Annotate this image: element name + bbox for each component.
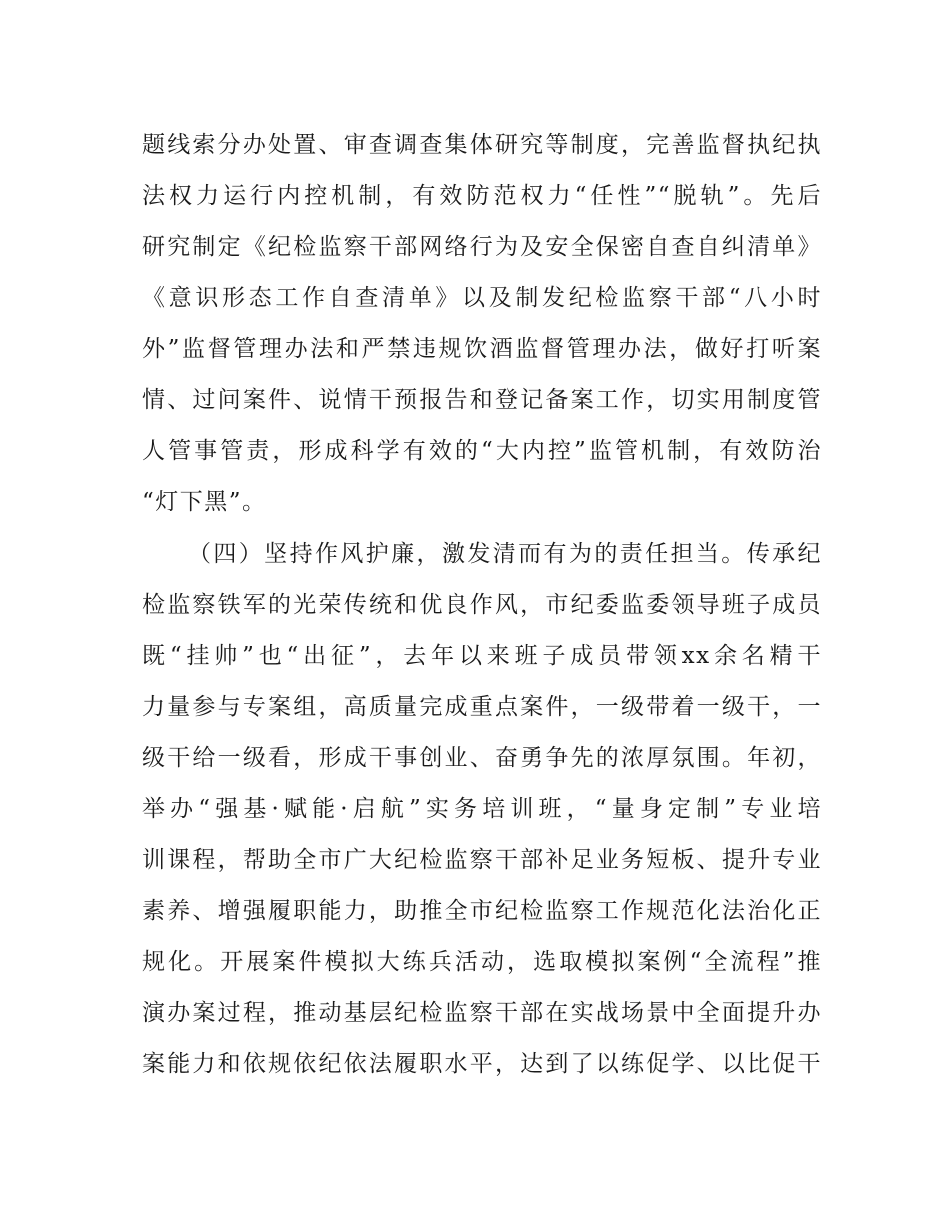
paragraph-line: 法权力运行内控机制，有效防范权力“任性”“脱轨”。先后 (142, 183, 822, 209)
paragraph-line: 情、过问案件、说情干预报告和登记备案工作，切实用制度管 (142, 387, 822, 413)
paragraph-2 (142, 529, 822, 1090)
paragraph-line: 力量参与专案组，高质量完成重点案件，一级带着一级干，一 (142, 694, 822, 720)
paragraph-line: 训课程，帮助全市广大纪检监察干部补足业务短板、提升专业 (142, 847, 822, 873)
paragraph-line: 研究制定《纪检监察干部网络行为及安全保密自查自纠清单》 (142, 234, 822, 260)
paragraph-line: 人管事管责，形成科学有效的“大内控”监管机制，有效防治 (142, 438, 822, 464)
paragraph-line: 举办“强基·赋能·启航”实务培训班，“量身定制”专业培 (142, 796, 822, 822)
paragraph-line: 《意识形态工作自查清单》以及制发纪检监察干部“八小时 (142, 285, 822, 311)
paragraph-line: 检监察铁军的光荣传统和优良作风，市纪委监委领导班子成员 (142, 592, 822, 618)
paragraph-line: 规化。开展案件模拟大练兵活动，选取模拟案例“全流程”推 (142, 949, 822, 975)
paragraph-line: 案能力和依规依纪依法履职水平，达到了以练促学、以比促干 (142, 1051, 822, 1077)
paragraph-line: 级干给一级看，形成干事创业、奋勇争先的浓厚氛围。年初， (142, 745, 822, 771)
paragraph-1 (142, 120, 822, 528)
paragraph-line: 题线索分办处置、审查调查集体研究等制度，完善监督执纪执 (142, 132, 822, 158)
paragraph-line: “灯下黑”。 (142, 489, 267, 515)
paragraph-line: 演办案过程，推动基层纪检监察干部在实战场景中全面提升办 (142, 1000, 822, 1026)
paragraph-line: 既“挂帅”也“出征”，去年以来班子成员带领xx余名精干 (142, 643, 822, 669)
paragraph-line: 外”监督管理办法和严禁违规饮酒监督管理办法，做好打听案 (142, 336, 822, 362)
section-heading-line: （四）坚持作风护廉，激发清而有为的责任担当。传承纪 (188, 541, 822, 567)
paragraph-line: 素养、增强履职能力，助推全市纪检监察工作规范化法治化正 (142, 898, 822, 924)
